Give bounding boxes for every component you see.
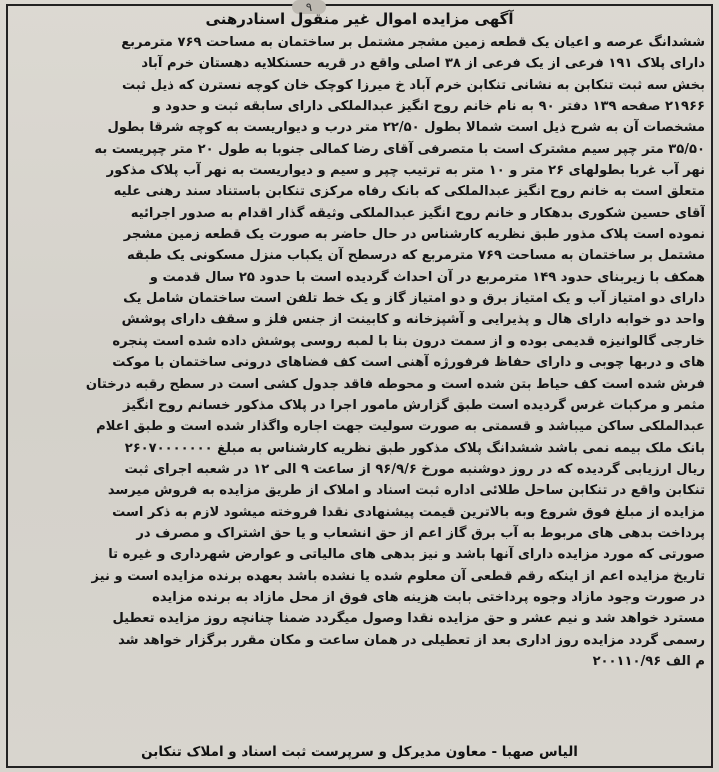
- body-line: دارای دو امتیاز آب و یک امتیاز برق و دو امتیاز گاز و یک خط تلفن است ساختمان شامل یک: [123, 291, 705, 307]
- body-line: خارجی گالوانیزه قدیمی بوده و از سمت درون بنا با لمبه روسی پوشش داده شده است پنجره: [112, 333, 705, 349]
- body-line: مسترد خواهد شد و نیم عشر و حق مزایده نقدا وصول میگردد ضمنا چنانچه روز مزایده تعطیل: [112, 611, 705, 627]
- page-stamp: ۹: [292, 0, 326, 14]
- body-line: مزایده از مبلغ فوق شروع وبه بالاترین قیمت پیشنهادی نقدا فروخته میشود لازم به ذکر است: [112, 504, 705, 520]
- body-line: مثمر و مرکبات غرس گردیده است طبق گزارش مامور اجرا در پلاک مذکور خسانم روح انگیز: [122, 397, 705, 413]
- notice-title: آگهی مزایده اموال غیر منقول اسنادرهنی: [205, 10, 514, 28]
- body-line: مشخصات آن به شرح ذیل است شمالا بطول ۲۲/۵۰ متر درب و دیواریست به کوچه شرقا بطول: [107, 120, 705, 136]
- body-line: ریال ارزیابی گردیده که در روز دوشنبه مورخ ۹۶/۹/۶ از ساعت ۹ الی ۱۲ در شعبه اجرای ثبت: [124, 461, 705, 477]
- body-line: واحد دو خوابه دارای هال و پذیرایی و آشپزخانه و کابینت از جنس فلز و سقف دارای پوشش: [121, 312, 705, 328]
- body-line: م الف ۲۰۰۱۱۰/۹۶: [592, 653, 705, 669]
- body-line: ۳۵/۵۰ متر چپر سیم مشترک است با متصرفی آقای رضا کمالی جنوبا به طول ۲۰ متر چپریست به: [94, 141, 705, 157]
- body-line: همکف با زیربنای حدود ۱۴۹ مترمربع در آن احداث گردیده است با حدود ۲۵ سال قدمت و: [149, 269, 705, 285]
- body-line: ششدانگ عرصه و اعیان یک قطعه زمین مشجر مشتمل بر ساختمان به مساحت ۷۶۹ مترمربع: [121, 35, 705, 50]
- signature-line: الیاس صهبا - معاون مدیرکل و سرپرست ثبت اسناد و املاک تنکابن: [141, 744, 578, 760]
- body-line: عبدالملکی ساکن میباشد و قسمتی به صورت سولیت جهت اجاره واگذار شده است و طبق اعلام: [96, 419, 705, 435]
- body-line: های و دربها چوبی و دارای حفاظ فرفورژه آهنی است کف فضاهای درونی ساختمان با موکت: [112, 355, 705, 371]
- body-line: بانک ملک بیمه نمی باشد ششدانگ پلاک مذکور طبق نظریه کارشناس به مبلغ ۲۶۰۷۰۰۰۰۰۰۰: [124, 440, 705, 456]
- body-line: دارای پلاک ۱۹۱ فرعی از یک فرعی از ۳۸ اصلی واقع در قریه حسنکلایه دهستان خرم آباد: [141, 56, 705, 72]
- body-line: متعلق است به خانم روح انگیز عبدالملکی که بانک رفاه مرکزی تنکابن باستناد سند رهنی علیه: [113, 184, 705, 200]
- body-line: نموده است پلاک مذور طبق نظریه کارشناس در حال حاضر به صورت یک قطعه زمین مشجر: [123, 227, 705, 243]
- body-line: تاریخ مزایده اعم از اینکه رقم قطعی آن معلوم شده یا نشده باشد بعهده برنده مزایده است و نیز: [91, 568, 705, 584]
- body-line: تنکابن واقع در تنکابن ساحل طلائی اداره ثبت اسناد و املاک از طریق مزایده به فروش میرسد: [107, 483, 705, 499]
- body-line: پرداخت بدهی های مربوط به آب برق گاز اعم از حق انشعاب و یا حق اشتراک و مصرف در: [136, 525, 705, 541]
- body-line: نهر آب غربا بطولهای ۲۶ متر و ۱۰ متر به ترتیب چپر و سیم و دیواریست به نهر آب پلاک مذکور: [106, 163, 705, 179]
- body-line: رسمی گردد مزایده روز اداری بعد از تعطیلی در همان ساعت و مکان مقرر برگزار خواهد شد: [118, 632, 705, 648]
- notice-body: [14, 32, 705, 672]
- body-line: ۲۱۹۶۶ صفحه ۱۳۹ دفتر ۹۰ به نام خانم روح انگیز عبدالملکی دارای سابقه ثبت و حدود و: [152, 99, 705, 115]
- body-line: آقای حسین شکوری بدهکار و خانم روح انگیز عبدالملکی وثیقه گذار اقدام به صدور اجرائیه: [130, 205, 705, 221]
- body-line: بخش سه ثبت تنکابن به نشانی تنکابن خرم آباد خ میرزا کوچک خان کوچه نسترن که ذیل ثبت: [121, 77, 705, 93]
- body-line: فرش شده است کف حیاط بتن شده است و محوطه فاقد جدول کشی است در سطح رقبه درختان: [85, 376, 705, 392]
- body-line: در صورت وجود مازاد وجوه پرداختی بابت هزینه های فوق از محل مازاد به برنده مزایده: [152, 589, 705, 605]
- body-line: صورتی که مورد مزایده دارای آنها باشد و نیز بدهی های مالیاتی و عوارض شهرداری و غیره تا: [108, 547, 705, 563]
- body-line: مشتمل بر ساختمان به مساحت ۷۶۹ مترمربع که درسطح آن یکباب منزل مسکونی یک طبقه: [126, 248, 705, 264]
